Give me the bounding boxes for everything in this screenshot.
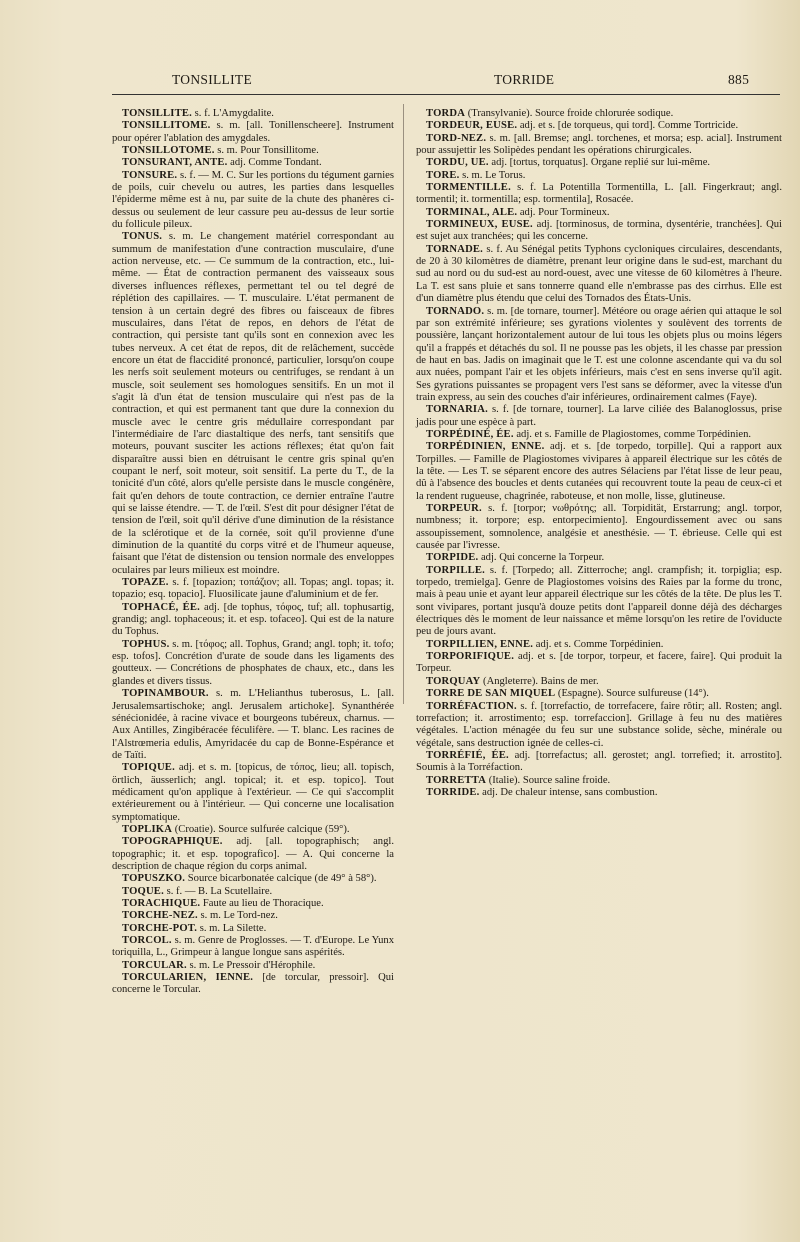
right-column xyxy=(416,108,782,799)
dictionary-entry xyxy=(112,886,394,898)
entry-headword: TORNADE. xyxy=(426,243,484,255)
column-divider xyxy=(403,104,404,704)
dictionary-entry xyxy=(112,898,394,910)
entry-headword: TORRE DE SAN MIQUEL xyxy=(426,688,556,700)
dictionary-entry xyxy=(112,577,394,602)
entry-definition: adj. et s. [de torpor, torpeur, et facere, faire]. Qui produit la Torpeur. xyxy=(416,651,782,675)
entry-headword: TORRÉFIÉ, ÉE. xyxy=(426,749,509,761)
dictionary-entry xyxy=(416,108,782,120)
dictionary-entry xyxy=(112,836,394,873)
dictionary-entry xyxy=(112,120,394,145)
entry-definition: s. f. La Potentilla Tormentilla, L. [all. Fingerkraut; angl. tormentil; it. tormentilla; esp. tormentila], Rosacée. xyxy=(416,182,782,206)
entry-headword: TORPÉDINIEN, ENNE. xyxy=(426,441,545,453)
entry-headword: TORPILLE. xyxy=(426,564,486,576)
entry-definition: adj. De chaleur intense, sans combustion. xyxy=(479,786,658,798)
entry-headword: TONSILLITOME. xyxy=(122,120,211,132)
entry-definition: s. f. L'Amygdalite. xyxy=(192,108,274,119)
dictionary-entry xyxy=(416,565,782,639)
entry-definition: s. f. — M. C. Sur les portions du tégument garnies de poils, cuir chevelu ou autres, les parties dans lesquelles l'épiderme même est à nu, par suite de la chute des phanères ci-dessus ou seulement de leur cassure peu au-dessus de leur sortie du follicule pileux. xyxy=(112,169,394,231)
entry-headword: TOPHUS. xyxy=(122,638,170,650)
entry-headword: TORMINAL, ALE. xyxy=(426,206,518,218)
entry-headword: TORRETTA xyxy=(426,774,487,786)
entry-headword: TORCULARIEN, IENNE. xyxy=(122,972,254,984)
entry-definition: s. m. Le changement matériel correspondant au summum de manifestation d'une contraction musculaire, d'une action nerveuse, etc. — Ce summum de la contraction, etc., lui-même. — État de contraction permanent des vaisseaux sous diverses influences réflexes, permettant tel ou tel degré de réplétion des capillaires. — T. musculaire. L'état permanent de tension à un certain degré des fibres ou faisceaux de fibres musculaires, dans l'état de repos, en dehors de l'état de contraction, qui persiste tant qu'ils sont en connexion avec les tubes nerveux. A cet état de repos, dit de relâchement, succède encore un état de flaccidité prononcé, particulier, lorsqu'on coupe les nerfs soit seulement moteurs ou centrifuges, se rendant à un muscle, soit seulement ses homologues sensitifs. En un mot il s'agit là d'un état de tension musculaire qui n'est pas de la contraction, et qui est permanent tant que dure la connexion du muscle avec le centre gris médullaire correspondant par l'intermédiaire de l'arc diastaltique des nerfs, tant sensitifs que moteurs, pouvant susciter les actions réflexes; état qu'on fait disparaître aussi bien en détruisant le centre gris spinal qu'en coupant le nerf, soit moteur, soit sensitif. La perte du T., de la tonicité d'un côté, alors qu'elle persiste dans le muscle congénère, fait qu'en dehors de toute contraction, ce dernier entraîne l'autre qui se laisse étendre. — T. de l'œil. S'est dit pour désigner l'état de tension de l'œil, soit qu'il dérive d'une diminution de la résistance de la sclérotique et de la cornée, soit qu'il provienne d'une diminution de la quantité du corps vitré et de l'humeur aqueuse, faisant que l'état de distension ou tension normale des enveloppes oculaires par leurs milieux est moindre. xyxy=(112,231,394,576)
entry-definition: (Italie). Source saline froide. xyxy=(486,774,611,786)
entry-definition: adj. [torrefactus; all. gerostet; angl. torrefied; it. arrostito]. Soumis à la Torréfaction. xyxy=(416,749,782,774)
entry-headword: TORE. xyxy=(426,169,460,181)
dictionary-entry xyxy=(112,108,394,120)
entry-definition: s. f. — B. La Scutellaire. xyxy=(163,885,273,897)
entry-headword: TOPAZE. xyxy=(122,577,169,589)
entry-definition: s. m. [all. Bremse; angl. torchenes, et morsa; esp. acial]. Instrument pour assujettir les Solipèdes pendant les opérations chirurgicales. xyxy=(416,132,782,157)
entry-headword: TOPIQUE. xyxy=(122,762,175,774)
dictionary-entry xyxy=(416,552,782,564)
entry-definition: s. m. Pour Tonsillitome. xyxy=(214,145,319,157)
dictionary-entry xyxy=(112,762,394,824)
entry-definition: adj. [torminosus, de tormina, dysentérie, tranchées]. Qui est sujet aux tranchées; qui les concerne. xyxy=(416,219,782,243)
entry-headword: TORQUAY xyxy=(426,675,481,687)
entry-headword: TONSURANT, ANTE. xyxy=(122,157,228,169)
entry-definition: s. m. [τόφος; all. Tophus, Grand; angl. toph; it. tofo; esp. tofos]. Concrétion d'urate de soude dans les ligaments des goutteux. — Concrétions de phosphates de chaux, etc., dans les glandes et divers tissus. xyxy=(112,638,394,687)
entry-definition: (Espagne). Source sulfureuse (14°). xyxy=(555,688,709,700)
dictionary-entry xyxy=(416,157,782,169)
dictionary-entry xyxy=(112,170,394,232)
dictionary-entry xyxy=(112,145,394,157)
entry-headword: TORCHE-POT. xyxy=(122,922,198,934)
entry-definition: Faute au lieu de Thoracique. xyxy=(200,898,324,909)
entry-headword: TOPHACÉ, ÉE. xyxy=(122,601,201,613)
entry-headword: TOPOGRAPHIQUE. xyxy=(122,836,223,848)
entry-definition: (Transylvanie). Source froide chlorurée sodique. xyxy=(465,108,674,119)
entry-headword: TORPILLIEN, ENNE. xyxy=(426,638,534,650)
entry-definition: adj. et s. [de torpedo, torpille]. Qui a rapport aux Torpilles. — Famille de Plagiostomes vivipares à appareil électrique sur les côtés de la tête. — Les T. se séparent encore des autres Sélaciens par l'état lisse de leur peau, dû à l'absence des boucles et dents cutanées qui recouvrent toute la peau de ceux-ci et la rendent rugueuse, chagrinée, raboteuse, et non molle, lisse, glutineuse. xyxy=(416,441,782,502)
dictionary-entry xyxy=(416,639,782,651)
dictionary-entry xyxy=(112,231,394,577)
dictionary-entry xyxy=(416,219,782,244)
entry-headword: TORRIDE. xyxy=(426,786,480,798)
entry-definition: s. f. Au Sénégal petits Typhons cycloniques circulaires, descendants, de 20 à 30 kilomètres de diamètre, prenant leur origine dans le sud-est, marchant du sud au nord ou du sud-est au nord-ouest, avec une vitesse de 60 kilomètres à l'heure. La T. est sans pluie et sans tonnerre quand elle n'embrasse pas des cirrhus. Elle est d'un diamètre plus étendu que celui des Tornados des États-Unis. xyxy=(416,243,782,305)
entry-definition: [de torcular, pressoir]. Qui concerne le Torcular. xyxy=(112,972,394,996)
entry-definition: s. m. La Silette. xyxy=(197,922,267,934)
dictionary-entry xyxy=(416,775,782,787)
dictionary-entry xyxy=(416,688,782,700)
dictionary-entry xyxy=(112,923,394,935)
entry-headword: TORDU, UE. xyxy=(426,157,489,169)
dictionary-entry xyxy=(416,207,782,219)
entry-headword: TONSILLOTOME. xyxy=(122,145,215,157)
dictionary-entry xyxy=(416,676,782,688)
entry-definition: adj. et s. [de torqueus, qui tord]. Comme Tortricide. xyxy=(517,120,739,132)
entry-definition: s. f. [Torpedo; all. Zitterroche; angl. crampfish; it. torpiglia; esp. torpedo, tremielga]. Genre de Plagiostomes voisins des Raies par la forme du tronc, mais à peau unie et ayant leur appareil électrique sur les côtés de la tête. De plus les T. sont vivipares, portant jusqu'à douze petits dont l'appareil donne déjà des décharges électriques dès le moment de leur naissance et même lorsqu'on les retire de l'oviducte peu de jours avant. xyxy=(416,564,782,638)
entry-headword: TORCOL. xyxy=(122,935,172,947)
entry-definition: s. f. [topazion; τοπάζιον; all. Topas; angl. topas; it. topazio; esq. topacio]. Fluosilicate jaune d'aluminium et de fer. xyxy=(112,577,394,601)
entry-headword: TONSURE. xyxy=(122,169,178,181)
entry-headword: TORMINEUX, EUSE. xyxy=(426,219,533,231)
entry-definition: adj. et s. Famille de Plagiostomes, comme Torpédinien. xyxy=(513,428,752,440)
entry-headword: TONSILLITE. xyxy=(122,108,193,119)
entry-definition: s. f. [torpor; νωθρότης; all. Torpidität, Erstarrung; angl. torpor, numbness; it. torpore; esp. entorpecimiento]. Engourdissement avec ou sans assoupissement, somnolence, analgésie et anesthésie. — T. ébrieuse. Celle qui est causée par l'ivresse. xyxy=(416,503,782,552)
entry-headword: TORPORIFIQUE. xyxy=(426,651,515,663)
entry-headword: TORNARIA. xyxy=(426,404,488,416)
entry-headword: TORDA xyxy=(426,108,466,119)
entry-definition: s. f. [de tornare, tourner]. La larve ciliée des Balanoglossus, prise jadis pour une espèce à part. xyxy=(416,404,782,428)
entry-definition: s. m. [de tornare, tourner]. Météore ou orage aérien qui attaque le sol par son extrémité inférieure; ses gyrations violentes y soulèvent des torrents de poussière, lançant horizontalement autour de lui tous les objets plus ou moins légers qu'il a frappés et détachés du sol. Il ne pousse pas les objets, il les chasse par pression de haut en bas. Jadis on imaginait que le T. est une colonne ascendante qui va du sol aux nuées, pompant l'air et les objets inférieurs, mais c'est en sens inverse qu'il agit. Ses gyrations puissantes se propagent vers l'est sans se déformer, avec la vitesse d'un train express, au sein des couches d'air inférieures, ordinairement calmes (Faye). xyxy=(416,305,782,403)
entry-definition: adj. et s. Comme Torpédinien. xyxy=(533,638,664,650)
entry-headword: TORPÉDINÉ, ÉE. xyxy=(426,428,514,440)
dictionary-entry xyxy=(416,750,782,775)
dictionary-entry xyxy=(112,910,394,922)
dictionary-entry xyxy=(416,182,782,207)
dictionary-entry xyxy=(112,639,394,688)
running-header xyxy=(112,70,777,92)
entry-definition: (Angleterre). Bains de mer. xyxy=(480,675,599,687)
entry-definition: adj. Comme Tondant. xyxy=(227,157,322,169)
entry-definition: adj. [all. topographisch; angl. topographic; it. et esp. topografico]. — A. Qui concerne la description de chaque région du corps animal. xyxy=(112,836,394,872)
dictionary-entry xyxy=(112,602,394,639)
entry-definition: s. m. Genre de Proglosses. — T. d'Europe. Le Yunx toriquilla, L., Grimpeur à langue longue sans aspérités. xyxy=(112,935,394,959)
entry-definition: adj. [de tophus, τόφος, tuf; all. tophusartig, grandig; angl. tophaceous; it. et esp. tofaceo]. Qui est de la nature du Tophus. xyxy=(112,601,394,638)
entry-headword: TORCHE-NEZ. xyxy=(122,910,198,922)
dictionary-entry xyxy=(416,787,782,799)
entry-headword: TOPLIKA xyxy=(122,823,173,835)
dictionary-entry xyxy=(416,404,782,429)
dictionary-entry xyxy=(416,701,782,750)
entry-headword: TOPUSZKO. xyxy=(122,873,186,885)
entry-headword: TORPIDE. xyxy=(426,552,479,564)
dictionary-entry xyxy=(112,960,394,972)
dictionary-entry xyxy=(112,935,394,960)
dictionary-entry xyxy=(112,972,394,997)
dictionary-entry xyxy=(416,170,782,182)
dictionary-entry xyxy=(112,824,394,836)
entry-headword: TORNADO. xyxy=(426,305,485,317)
entry-headword: TOQUE. xyxy=(122,885,164,897)
entry-headword: TORACHIQUE. xyxy=(122,898,201,909)
page-number: 885 xyxy=(728,72,750,87)
dictionary-entry xyxy=(416,306,782,405)
entry-definition: adj. Qui concerne la Torpeur. xyxy=(478,552,605,564)
entry-headword: TORPEUR. xyxy=(426,503,482,514)
dictionary-entry xyxy=(416,133,782,158)
dictionary-entry xyxy=(416,503,782,552)
header-first-word: TONSILLITE xyxy=(172,72,252,87)
dictionary-entry xyxy=(416,441,782,503)
header-rule xyxy=(112,94,780,95)
entry-definition: s. m. L'Helianthus tuberosus, L. [all. Jerusalemsartischoke; angl. Jerusalem artichoke]. Synanthérée sénécionidée, à racine vivace et bourgeons tubéreux, charnus. — Aux Antilles, Zingibéracée féculifère. — T. blanc. Les racines de l'Alstrœmeria edulis, Amyridacée du cap de Bonne-Espérance et de Taïti. xyxy=(112,688,394,761)
entry-headword: TONUS. xyxy=(122,231,163,243)
entry-definition: s. f. [torrefactio, de torrefacere, faire rôtir; all. Rosten; angl. torrefaction; it. arrostimento; esp. torrefaccion]. Grillage à feu nu des matières végétales. L'action ménagée du feu sur une substance solide, sèche, minérale ou végétale, sans destruction ignée de celles-ci. xyxy=(416,700,782,749)
entry-headword: TORMENTILLE. xyxy=(426,182,511,194)
dictionary-entry xyxy=(112,157,394,169)
entry-definition: adj. Pour Tormineux. xyxy=(517,206,610,218)
dictionary-entry xyxy=(416,651,782,676)
dictionary-entry xyxy=(112,873,394,885)
dictionary-entry xyxy=(416,120,782,132)
entry-headword: TORD-NEZ. xyxy=(426,132,487,144)
left-column xyxy=(112,108,394,997)
entry-headword: TORCULAR. xyxy=(122,959,187,971)
entry-definition: (Croatie). Source sulfurée calcique (59°). xyxy=(172,823,350,835)
entry-definition: adj. [tortus, torquatus]. Organe replié sur lui-même. xyxy=(488,157,711,169)
header-last-word: TORRIDE xyxy=(494,72,555,87)
entry-definition: Source bicarbonatée calcique (de 49° à 58°). xyxy=(185,873,377,885)
entry-definition: s. m. [all. Tonillenscheere]. Instrument pour opérer l'ablation des amygdales. xyxy=(112,120,394,144)
entry-definition: s. m. Le Pressoir d'Hérophile. xyxy=(186,959,316,971)
entry-definition: adj. et s. m. [topicus, de τόπος, lieu; all. topisch, örtlich, äusserlich; angl. topical; it. et esp. topico]. Tout médicament qu'on applique à l'extérieur. — Ce qui s'accomplit extérieurement ou à l'intérieur. — Qui concerne une localisation symptomatique. xyxy=(112,762,394,823)
dictionary-entry xyxy=(416,429,782,441)
entry-definition: s. m. Le Torus. xyxy=(459,169,526,181)
entry-definition: s. m. Le Tord-nez. xyxy=(197,910,278,922)
entry-headword: TOPINAMBOUR. xyxy=(122,688,209,700)
entry-headword: TORRÉFACTION. xyxy=(426,700,517,712)
entry-headword: TORDEUR, EUSE. xyxy=(426,120,518,132)
dictionary-entry xyxy=(416,244,782,306)
dictionary-entry xyxy=(112,688,394,762)
